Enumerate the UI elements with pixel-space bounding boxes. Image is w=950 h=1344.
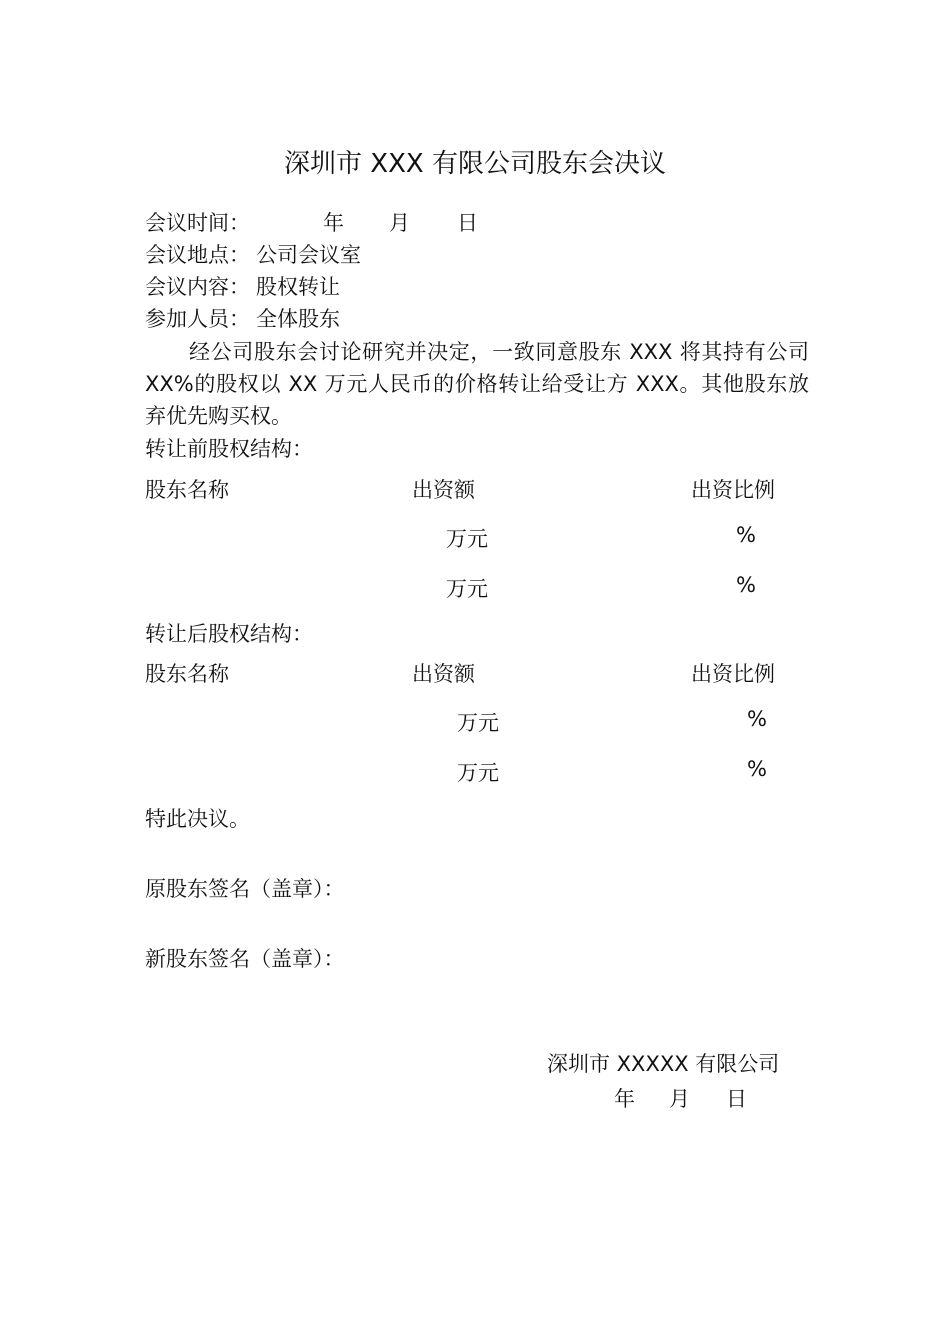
footer-company: 深圳市 XXXXX 有限公司 bbox=[547, 1052, 780, 1076]
before-row-1-amount-unit: 万元 bbox=[446, 527, 488, 551]
document-title: 深圳市 XXX 有限公司股东会决议 bbox=[284, 149, 666, 179]
after-row-1-ratio-unit: % bbox=[747, 707, 767, 731]
meeting-content-value: 股权转让 bbox=[256, 275, 340, 299]
closing-text: 特此决议。 bbox=[145, 807, 250, 831]
new-shareholder-signature: 新股东签名（盖章）： bbox=[145, 947, 345, 971]
before-header-amount: 出资额 bbox=[412, 478, 475, 502]
before-row-2-ratio-unit: % bbox=[736, 573, 756, 597]
after-row-2-ratio-unit: % bbox=[747, 757, 767, 781]
meeting-year: 年 bbox=[323, 211, 344, 235]
after-header-ratio: 出资比例 bbox=[691, 662, 775, 686]
footer-year: 年 bbox=[614, 1087, 635, 1111]
after-structure-heading: 转让后股权结构： bbox=[145, 622, 313, 646]
meeting-place-value: 公司会议室 bbox=[256, 243, 361, 267]
after-header-amount: 出资额 bbox=[412, 662, 475, 686]
resolution-paragraph: 经公司股东会讨论研究并决定，一致同意股东 XXX 将其持有公司 XX%的股权以 XX 万元人民币的价格转让给受让方 XXX。其他股东放弃优先购买权。 bbox=[145, 340, 809, 428]
before-row-1-ratio-unit: % bbox=[736, 523, 756, 547]
footer-day: 日 bbox=[726, 1087, 747, 1111]
meeting-time-label: 会议时间： bbox=[145, 211, 250, 235]
after-header-name: 股东名称 bbox=[145, 662, 229, 686]
after-row-2-amount-unit: 万元 bbox=[457, 761, 499, 785]
meeting-content-label: 会议内容： bbox=[145, 275, 250, 299]
attendees-value: 全体股东 bbox=[256, 307, 340, 331]
attendees-label: 参加人员： bbox=[145, 307, 250, 331]
before-structure-heading: 转让前股权结构： bbox=[145, 437, 313, 461]
meeting-day: 日 bbox=[457, 211, 478, 235]
before-row-2-amount-unit: 万元 bbox=[446, 577, 488, 601]
before-header-ratio: 出资比例 bbox=[691, 478, 775, 502]
after-row-1-amount-unit: 万元 bbox=[457, 711, 499, 735]
footer-month: 月 bbox=[669, 1087, 690, 1111]
before-header-name: 股东名称 bbox=[145, 478, 229, 502]
meeting-place-label: 会议地点： bbox=[145, 243, 250, 267]
meeting-month: 月 bbox=[389, 211, 410, 235]
old-shareholder-signature: 原股东签名（盖章）： bbox=[145, 877, 345, 901]
